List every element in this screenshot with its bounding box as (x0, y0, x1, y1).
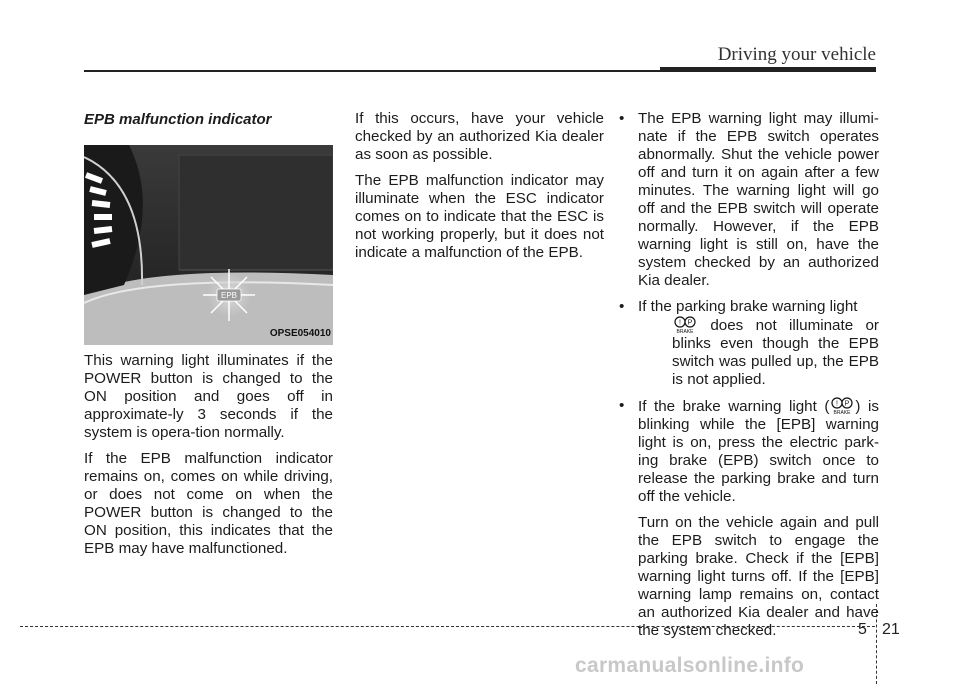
epb-indicator-text: EPB (220, 291, 238, 300)
col1-paragraph-1: This warning light illuminates if the POWER button is changed to the ON position and goes off in approximate-ly 3 seconds if the system is opera-tion normally. (84, 352, 333, 441)
bullet-2-text-b: does not illuminate or blinks even though the EPB switch was pulled up, the EPB is not applied. (672, 317, 879, 388)
col1-paragraph-2: If the EPB malfunction indicator remains on, comes on while driving, or does not come on when the POWER button is changed to the ON position, this indicates that the EPB may have malfunctioned. (84, 450, 333, 557)
watermark: carmanualsonline.info (575, 654, 805, 677)
bullet-2-text-a: If the parking brake warning light (638, 298, 858, 315)
chapter-number: 5 (858, 621, 867, 638)
section-title: EPB malfunction indicator (84, 111, 272, 128)
column-2 (355, 110, 604, 270)
page-number: 21 (882, 621, 900, 638)
footer-divider (876, 604, 877, 684)
svg-text:P: P (687, 319, 693, 327)
footer-rule (20, 626, 875, 627)
col3-sub-paragraph: Turn on the vehicle again and pull the EPB switch to engage the parking brake. Check if the [EPB] warning light turns off. If the [EPB] warning lamp remains on, contact an authorized Kia dealer and have the system checked. (638, 514, 879, 639)
brake-warning-icon (829, 397, 855, 415)
brake-warning-icon (672, 316, 698, 334)
bullet-1-text: The EPB warning light may illumi-nate if the EPB switch operates abnormally. Shut the vehicle power off and turn it on again after a few minutes. The warning light will go off and the EPB switch will operate normally. However, if the EPB warning light is still on, have the system checked by an authorized Kia dealer. (638, 110, 879, 289)
bullet-list (612, 110, 879, 506)
header-title: Driving your vehicle (717, 44, 876, 65)
bullet-3-text-a: If the brake warning light ( (638, 398, 830, 415)
col2-paragraph-2: The EPB malfunction indicator may illuminate when the ESC indicator comes on to indicate that the ESC is not working properly, but it does not indicate a malfunction of the EPB. (355, 172, 604, 261)
svg-text:BRAKE: BRAKE (833, 410, 851, 415)
header-rule-thick (660, 67, 876, 72)
cluster-illustration (84, 145, 333, 345)
svg-text:!: ! (836, 400, 839, 408)
col2-paragraph-1: If this occurs, have your vehicle checked by an authorized Kia dealer as soon as possible. (355, 110, 604, 163)
svg-text:!: ! (679, 319, 681, 327)
column-3 (612, 110, 879, 648)
svg-text:P: P (845, 400, 850, 408)
svg-text:BRAKE: BRAKE (676, 329, 694, 334)
bullet-3-text-b: ) is blinking while the [EPB] warning light is on, press the electric park-ing brake (EPB) switch once to release the parking brake and turn off the vehicle. (638, 398, 880, 505)
bullet-item-1 (612, 110, 879, 290)
column-1 (84, 108, 333, 566)
bullet-item-3 (612, 397, 879, 506)
figure-code: OPSE054010 (269, 328, 331, 339)
bullet-item-2 (612, 298, 879, 389)
cluster-figure (84, 145, 333, 345)
